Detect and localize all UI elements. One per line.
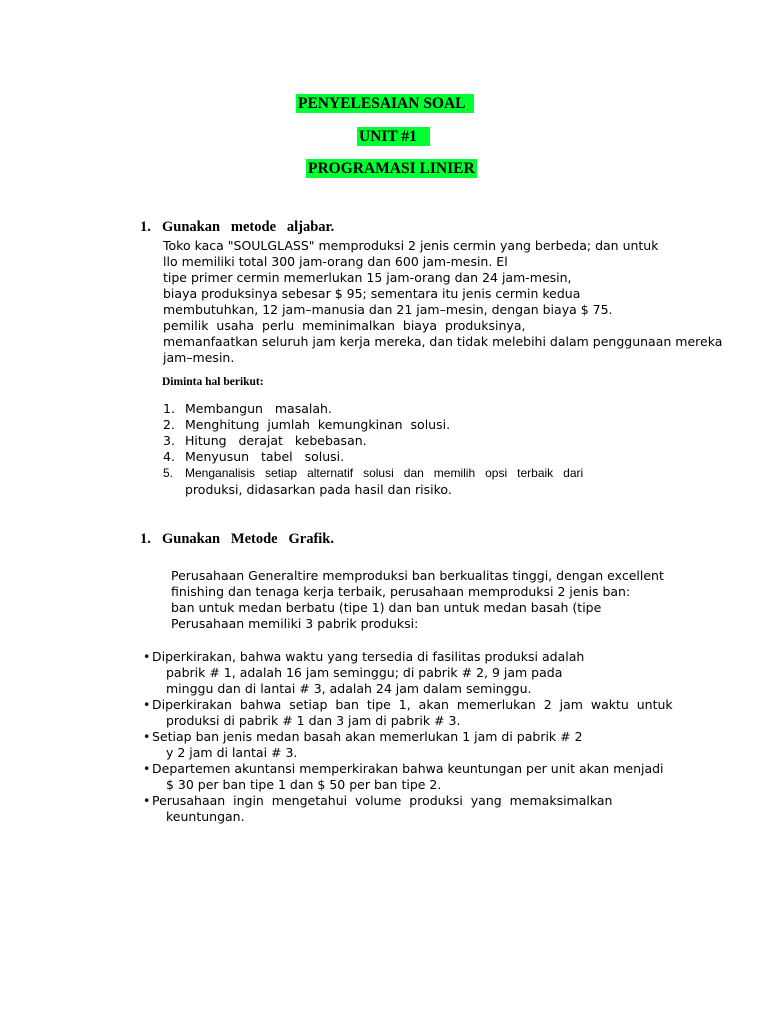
bullet-item [143, 729, 673, 761]
bullet-list [143, 649, 673, 825]
list-text: Hitung derajat kebebasan. [185, 433, 367, 448]
paragraph-line: tipe primer cermin memerlukan 15 jam-orang dan 24 jam-mesin, [163, 270, 572, 285]
bullet-line: Departemen akuntansi memperkirakan bahwa keuntungan per unit akan menjadi [152, 761, 664, 776]
paragraph-line: llo memiliki total 300 jam-orang dan 600 jam-mesin. El [163, 254, 508, 269]
bullet-line: minggu dan di lantai # 3, adalah 24 jam dalam seminggu. [166, 681, 532, 696]
bullet-line: pabrik # 1, adalah 16 jam seminggu; di pabrik # 2, 9 jam pada [166, 665, 563, 680]
list-number: 5. [163, 466, 174, 480]
list-text: Membangun masalah. [185, 401, 332, 416]
paragraph-line: memanfaatkan seluruh jam kerja mereka, dan tidak melebihi dalam penggunaan mereka [163, 334, 723, 349]
list-number: 1. [163, 401, 175, 416]
bullet-line: Diperkirakan bahwa setiap ban tipe 1, akan memerlukan 2 jam waktu untuk [152, 697, 673, 712]
bullet-symbol: • [143, 649, 151, 664]
bullet-symbol: • [143, 793, 151, 808]
list-item [163, 417, 583, 433]
paragraph-line: membutuhkan, 12 jam–manusia dan 21 jam–mesin, dengan biaya $ 75. [163, 302, 613, 317]
bullet-item [143, 697, 673, 729]
task-list [163, 401, 583, 481]
bullet-symbol: • [143, 697, 151, 712]
bullet-item [143, 761, 673, 793]
bullet-line: Diperkirakan, bahwa waktu yang tersedia di fasilitas produksi adalah [152, 649, 585, 664]
section1-paragraph [163, 238, 722, 366]
list-item [163, 401, 583, 417]
list-item [163, 433, 583, 449]
bullet-line: $ 30 per ban tipe 1 dan $ 50 per ban tipe 2. [166, 777, 442, 792]
list-text: Menghitung jumlah kemungkinan solusi. [185, 417, 451, 432]
list-item [163, 465, 583, 481]
list-item [163, 449, 583, 465]
bullet-line: keuntungan. [166, 809, 245, 824]
title-line-2: UNIT #1 [359, 128, 429, 145]
list-text: Menganalisis setiap alternatif solusi dan memilih opsi terbaik dari [185, 466, 584, 480]
section2-heading [140, 531, 334, 548]
bullet-line: produksi di pabrik # 1 dan 3 jam di pabrik # 3. [166, 713, 461, 728]
paragraph-line: pemilik usaha perlu meminimalkan biaya produksinya, [163, 318, 526, 333]
bullet-line: Setiap ban jenis medan basah akan memerlukan 1 jam di pabrik # 2 [152, 729, 583, 744]
section1-title: Gunakan metode aljabar. [162, 219, 335, 235]
bullet-symbol: • [143, 729, 151, 744]
paragraph-line: finishing dan tenaga kerja terbaik, perusahaan memproduksi 2 jenis ban: [171, 584, 631, 599]
task5-continuation: produksi, didasarkan pada hasil dan risiko. [185, 482, 452, 497]
title-line-1: PENYELESAIAN SOAL [298, 95, 473, 112]
bullet-item [143, 649, 673, 697]
bullet-item [143, 793, 673, 825]
section2-number: 1. [140, 531, 151, 547]
list-number: 2. [163, 417, 175, 432]
section1-number: 1. [140, 219, 151, 235]
list-text: Menyusun tabel solusi. [185, 449, 345, 464]
paragraph-line: Perusahaan Generaltire memproduksi ban berkualitas tinggi, dengan excellent [171, 568, 664, 583]
bullet-line: y 2 jam di lantai # 3. [166, 745, 298, 760]
section2-paragraph [171, 568, 664, 632]
paragraph-line: biaya produksinya sebesar $ 95; sementara itu jenis cermin kedua [163, 286, 581, 301]
section1-heading [140, 219, 334, 236]
title-line-3: PROGRAMASI LINIER [308, 160, 475, 177]
section2-title: Gunakan Metode Grafik. [162, 531, 334, 547]
list-number: 3. [163, 433, 175, 448]
paragraph-line: Perusahaan memiliki 3 pabrik produksi: [171, 616, 419, 631]
bullet-line: Perusahaan ingin mengetahui volume produksi yang memaksimalkan [152, 793, 613, 808]
bullet-symbol: • [143, 761, 151, 776]
diminta-label: Diminta hal berikut: [162, 376, 264, 388]
paragraph-line: Toko kaca "SOULGLASS" memproduksi 2 jenis cermin yang berbeda; dan untuk [163, 238, 659, 253]
paragraph-line: jam–mesin. [163, 350, 235, 365]
paragraph-line: ban untuk medan berbatu (tipe 1) dan ban untuk medan basah (tipe [171, 600, 602, 615]
list-number: 4. [163, 449, 175, 464]
